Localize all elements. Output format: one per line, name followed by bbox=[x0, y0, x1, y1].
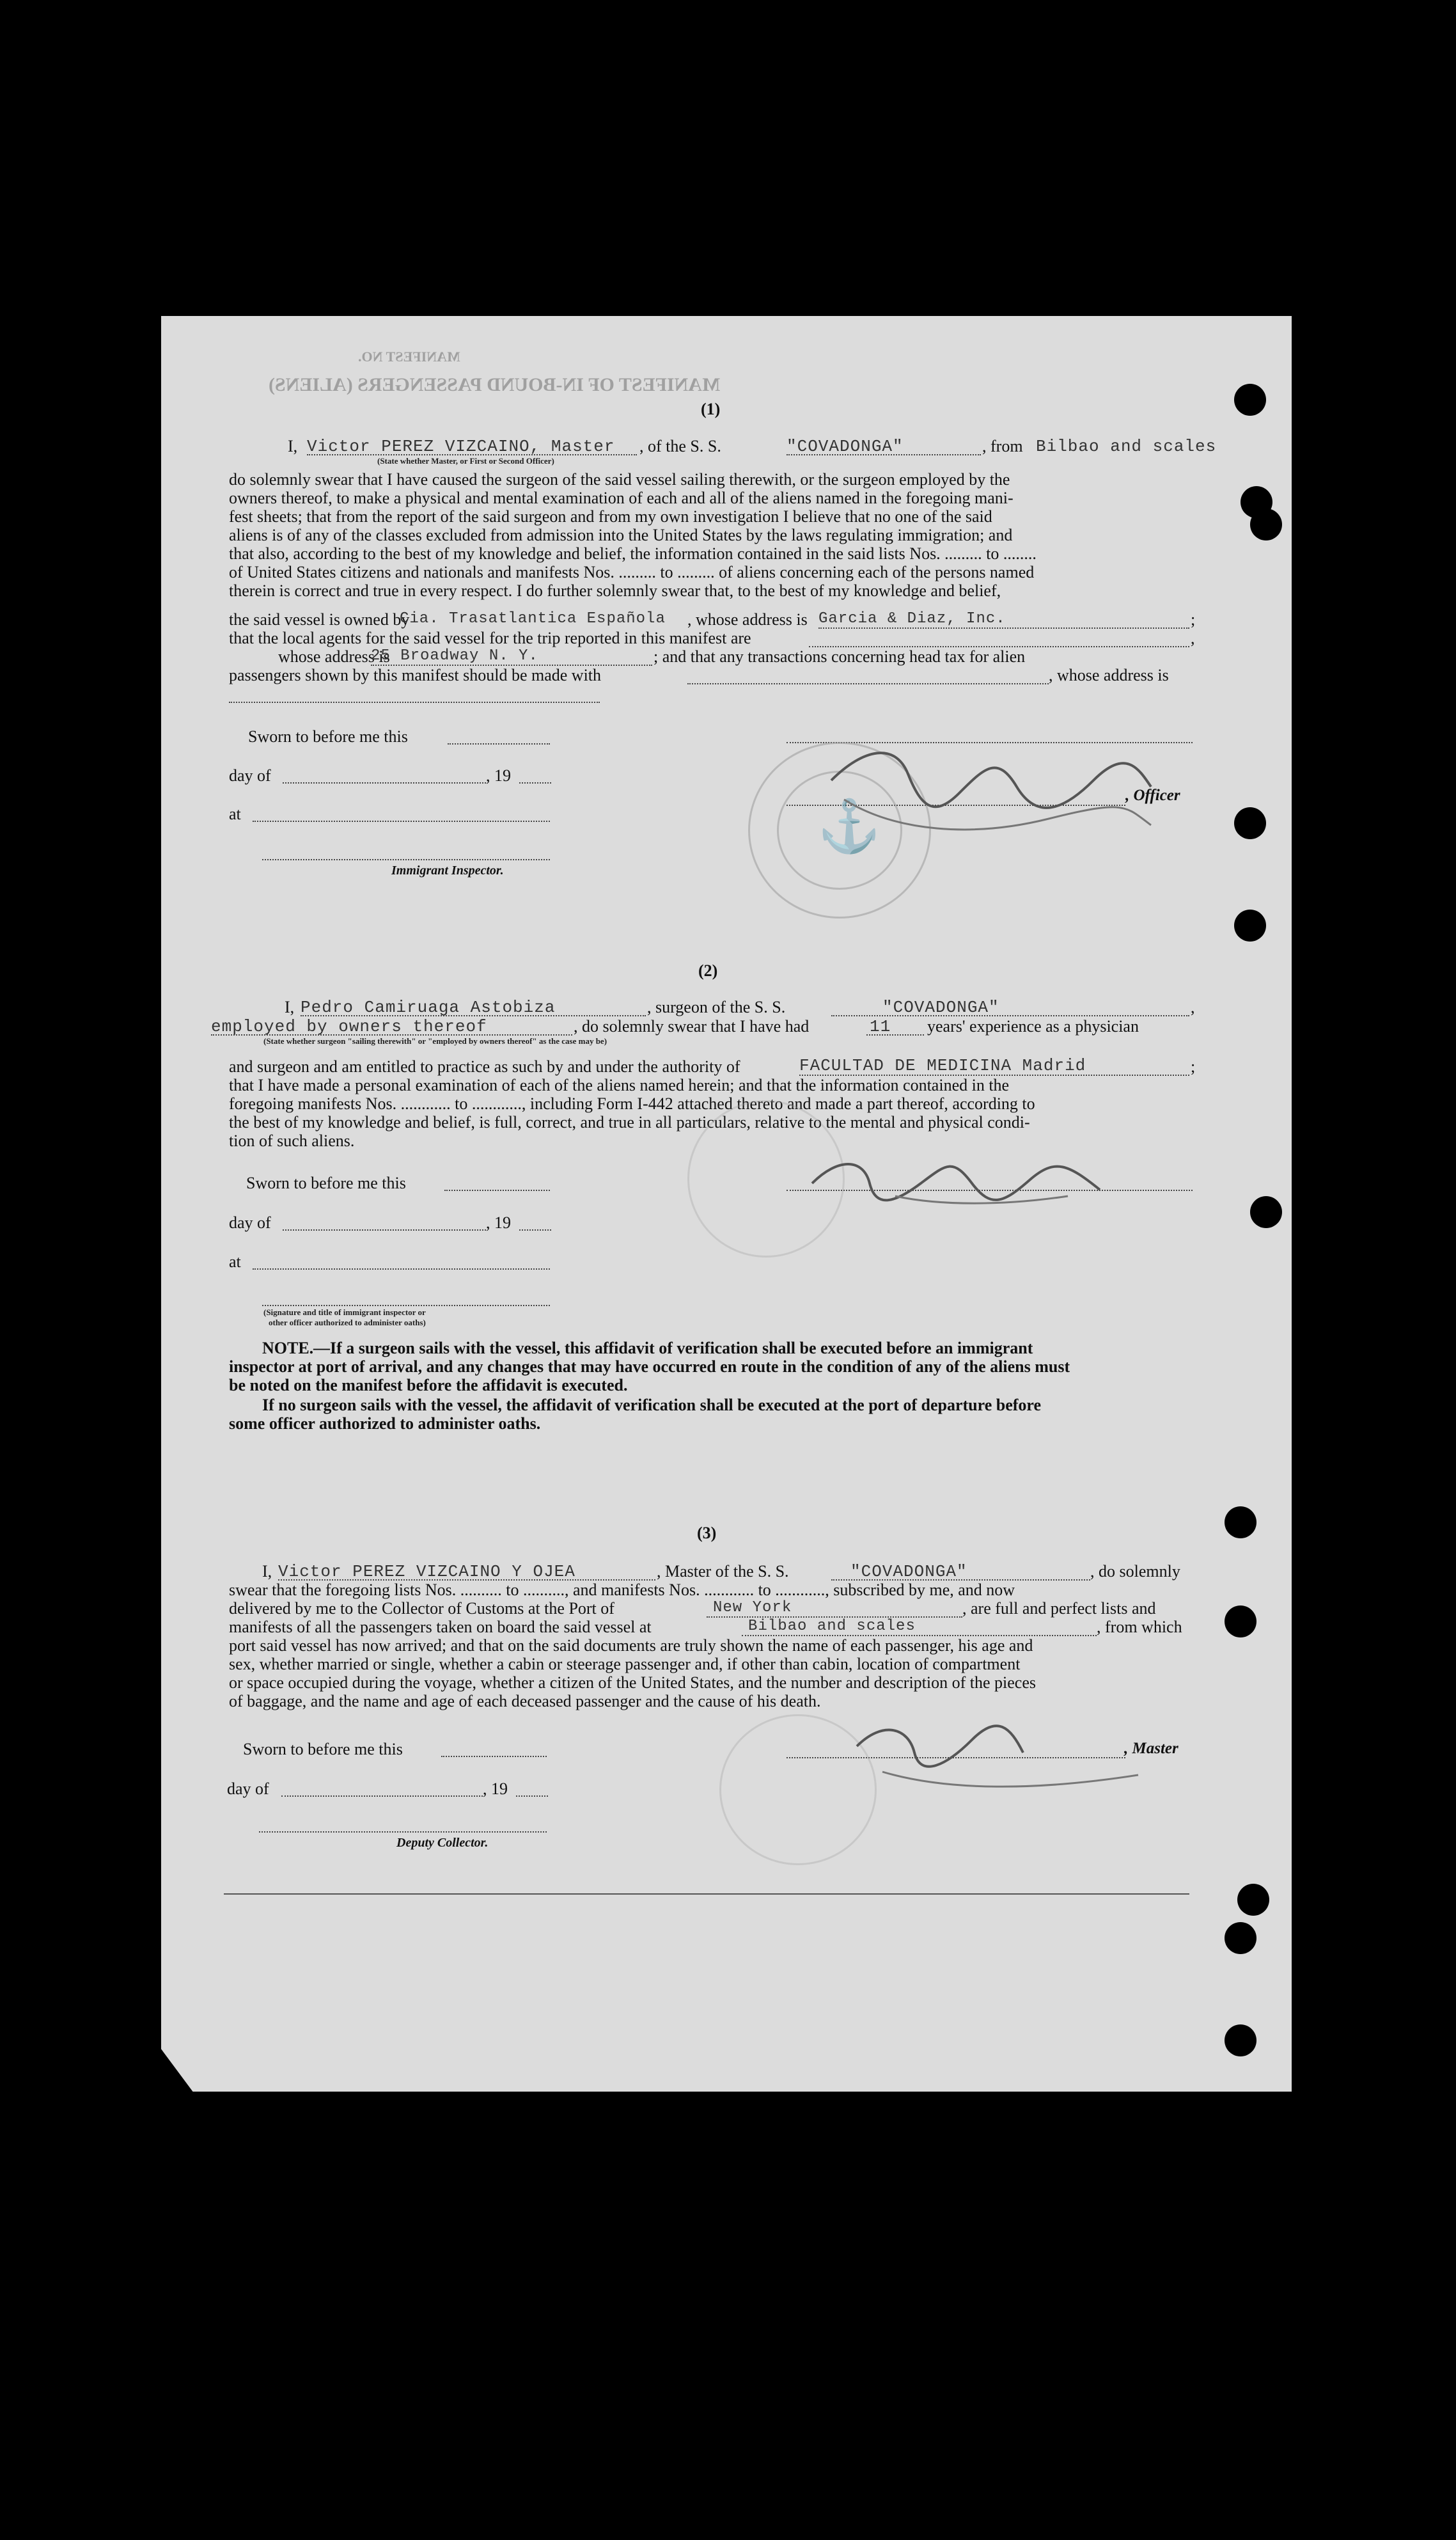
sworn-label: Sworn to before me this bbox=[243, 1740, 403, 1758]
owned-by-label: the said vessel is owned by bbox=[229, 610, 410, 629]
note-line: —If a surgeon sails with the vessel, this affidavit of verification shall be executed before an immigrant bbox=[313, 1339, 1033, 1357]
from-port-field: Bilbao and scales bbox=[1036, 437, 1217, 456]
punch-hole bbox=[1234, 910, 1266, 942]
swear-had-label: , do solemnly swear that I have had bbox=[574, 1017, 810, 1036]
bleed-through-header: MANIFEST OF IN-BOUND PASSENGERS (ALIENS) bbox=[269, 374, 721, 395]
whose-address-end: , whose address is bbox=[1049, 666, 1169, 684]
punch-hole bbox=[1234, 807, 1266, 839]
surgeon-signature bbox=[799, 1145, 1132, 1215]
inspector-caption: Immigrant Inspector. bbox=[391, 864, 504, 878]
state-caption: (State whether surgeon "sailing therewith" or "employed by owners thereof" as the case may be) bbox=[263, 1036, 607, 1046]
master-signature bbox=[844, 1714, 1151, 1804]
day-of-label: day of bbox=[229, 766, 271, 785]
sworn-label: Sworn to before me this bbox=[246, 1174, 406, 1192]
section3-line: swear that the foregoing lists Nos. .......... to .........., and manifests Nos. ............ to ............, subscribed by me, and now bbox=[229, 1581, 1015, 1599]
owner-field: Cia. Trasatlantica Española bbox=[400, 610, 666, 627]
officer-caption: , Officer bbox=[1125, 787, 1180, 804]
years-field: 11 bbox=[870, 1017, 891, 1036]
address-label: , whose address is bbox=[687, 610, 808, 629]
master-name-field: Victor PEREZ VIZCAINO, Master bbox=[307, 437, 615, 456]
year-label: , 19 bbox=[483, 1779, 508, 1798]
punch-hole bbox=[1237, 1884, 1269, 1916]
sig-caption-1: (Signature and title of immigrant inspector or bbox=[263, 1307, 426, 1317]
day-of-label: day of bbox=[227, 1779, 269, 1798]
port-taken-field: Bilbao and scales bbox=[748, 1618, 916, 1635]
punch-hole bbox=[1250, 509, 1282, 540]
agents-label: that the local agents for the said vessel for the trip reported in this manifest are bbox=[229, 629, 751, 647]
section3-oath-text: port said vessel has now arrived; and that on the said documents are truly shown the name of each passenger, his age and sex, whether married or single, whether a cabin or steerage passenger and, if other than cabin, location of compartment or space occupied during the voyage, whether a citizen of the United States, and the number and description of the pieces of baggage, and the name and age of each deceased passenger and the cause of his death. bbox=[229, 1636, 1037, 1710]
section2-oath-text: that I have made a personal examination of each of the aliens named herein; and that the information contained in the foregoing manifests Nos. ............ to ............, including Form I-442 attached thereto and made a part thereof, according to the best of my knowledge and belief, is full, correct, and true in all particulars, relative to the mental and physical condi- tion of such aliens. bbox=[229, 1076, 1035, 1150]
surgeon-of-label: , surgeon of the S. S. bbox=[647, 998, 786, 1016]
whose-address-label: whose address is bbox=[278, 647, 390, 666]
punch-hole bbox=[1234, 384, 1266, 416]
year-label: , 19 bbox=[486, 766, 511, 785]
punch-hole bbox=[1225, 2024, 1256, 2056]
passengers-text: passengers shown by this manifest should be made with bbox=[229, 666, 602, 684]
intro-i: I, bbox=[262, 1562, 272, 1581]
of-ship-label: , of the S. S. bbox=[639, 437, 721, 455]
bleed-through-subheader: MANIFEST NO. bbox=[358, 349, 460, 365]
from-label: , from bbox=[982, 437, 1023, 455]
note-line: If no surgeon sails with the vessel, the affidavit of verification shall be executed at the port of departure before bbox=[262, 1396, 1042, 1414]
sig-caption-2: other officer authorized to administer oaths) bbox=[269, 1318, 426, 1327]
surgeon-name-field: Pedro Camiruaga Astobiza bbox=[301, 998, 556, 1017]
note-line: inspector at port of arrival, and any changes that may have occurred en route in the condition of any of the aliens must bbox=[229, 1357, 1070, 1376]
note-line: be noted on the manifest before the affidavit is executed. bbox=[229, 1376, 628, 1394]
section1-oath-text: do solemnly swear that I have caused the surgeon of the said vessel sailing therewith, or the surgeon employed by the owners thereof, to make a physical and mental examination of each and all of the aliens named in the foregoing mani- fest sheets; that from the report of the said surgeon and from my own investigation I believe that no one of the said aliens is of any of the classes excluded from admission into the United States by the laws regulating immigration; and that also, according to the best of my knowledge and belief, the information contained in the said lists Nos. ......... to ........ of United States citizens and nationals and manifests Nos. ......... to ......... of aliens concerning each of the persons named therein is correct and true in every respect. I do further solemnly swear that, to the best of my knowledge and belief, bbox=[229, 470, 1037, 600]
master-of-label: , Master of the S. S. bbox=[657, 1562, 789, 1581]
sworn-label: Sworn to before me this bbox=[248, 727, 408, 746]
section-number: (2) bbox=[698, 961, 718, 980]
authority-field: FACULTAD DE MEDICINA Madrid bbox=[799, 1056, 1086, 1075]
punch-hole bbox=[1225, 1506, 1256, 1538]
section3-line: delivered by me to the Collector of Customs at the Port of bbox=[229, 1599, 614, 1618]
section-number: (3) bbox=[697, 1524, 717, 1542]
ship-name-field: "COVADONGA" bbox=[882, 998, 999, 1017]
agents-address-field: 25 Broadway N. Y. bbox=[371, 647, 538, 665]
intro-i: I, bbox=[285, 998, 295, 1016]
anchor-icon: ⚓ bbox=[817, 799, 881, 855]
ship-name-field: "COVADONGA" bbox=[850, 1562, 967, 1581]
officer-signature bbox=[806, 729, 1164, 844]
section-number: (1) bbox=[701, 400, 721, 418]
at-label: at bbox=[229, 805, 241, 823]
year-label: , 19 bbox=[486, 1213, 511, 1232]
section3-line: , are full and perfect lists and bbox=[962, 1599, 1156, 1618]
section3-line: , from which bbox=[1097, 1618, 1182, 1636]
master-caption: , Master bbox=[1124, 1740, 1178, 1757]
day-of-label: day of bbox=[229, 1213, 271, 1232]
intro-i: I, bbox=[288, 437, 298, 455]
master-name-field: Victor PEREZ VIZCAINO Y OJEA bbox=[278, 1562, 575, 1581]
punch-hole bbox=[1250, 1196, 1282, 1228]
punch-hole bbox=[1225, 1605, 1256, 1637]
note-label: NOTE. bbox=[262, 1339, 314, 1357]
years-experience-label: years' experience as a physician bbox=[927, 1017, 1139, 1036]
at-label: at bbox=[229, 1252, 241, 1271]
authority-label: and surgeon and am entitled to practice as such by and under the authority of bbox=[229, 1057, 740, 1076]
port-field: New York bbox=[713, 1599, 792, 1616]
solemnly-label: , do solemnly bbox=[1090, 1562, 1180, 1581]
ship-name-field: "COVADONGA" bbox=[787, 437, 904, 456]
collector-caption: Deputy Collector. bbox=[396, 1836, 489, 1850]
owner-address-field: Garcia & Diaz, Inc. bbox=[818, 610, 1006, 627]
punch-hole bbox=[1225, 1922, 1256, 1954]
section3-line: manifests of all the passengers taken on board the said vessel at bbox=[229, 1618, 652, 1636]
note-line: some officer authorized to administer oaths. bbox=[229, 1414, 541, 1433]
state-caption: (State whether Master, or First or Second Officer) bbox=[377, 456, 554, 466]
divider bbox=[224, 1893, 1189, 1895]
head-tax-text: ; and that any transactions concerning head tax for alien bbox=[654, 647, 1026, 666]
employed-field: employed by owners thereof bbox=[211, 1017, 487, 1036]
